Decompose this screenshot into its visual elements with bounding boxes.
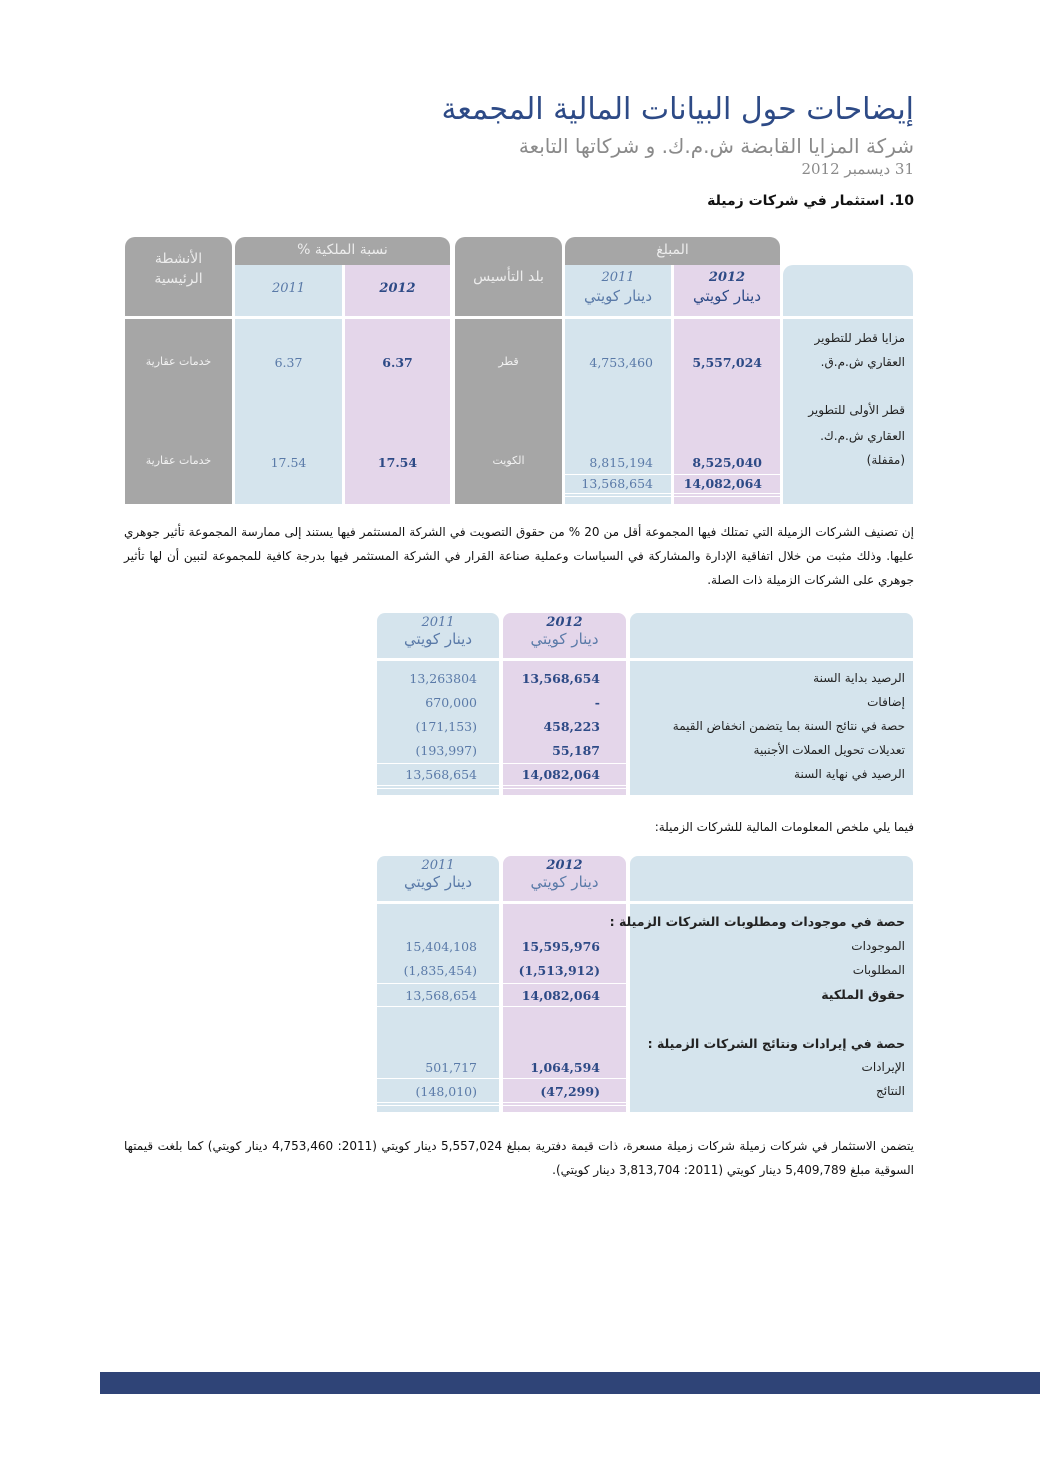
- t3-label-header: [630, 856, 913, 901]
- amount-2011-total: 13,568,654: [581, 476, 653, 491]
- activities-header-line1: الأنشطة: [154, 251, 203, 267]
- t3-2011-liabilities: (1,835,454): [403, 963, 477, 978]
- t3-label-results: النتائج: [876, 1084, 905, 1098]
- own-2012-row-2: 17.54: [377, 455, 418, 470]
- name-body: [783, 319, 913, 504]
- t3-2012-body: [503, 904, 626, 1112]
- t2-2012-row-2: -: [594, 695, 600, 710]
- country-header: [455, 237, 562, 316]
- country-header-label: بلد التأسيس: [473, 269, 544, 285]
- t3-2012-equity: 14,082,064: [521, 988, 600, 1003]
- company-subtitle: شركة المزايا القابضة ش.م.ك. و شركاتها التابعة: [518, 134, 914, 158]
- t3-2011-revenue: 501,717: [425, 1060, 477, 1075]
- t3-label-liabilities: المطلوبات: [852, 963, 905, 977]
- t2-2011-row-5: 13,568,654: [405, 767, 477, 782]
- t3-2012-header: [503, 856, 626, 901]
- t3-2011-assets: 15,404,108: [405, 939, 477, 954]
- amount-2011-header: [565, 265, 671, 316]
- own-2011-header: [235, 265, 342, 316]
- t2-2012-row-3: 458,223: [543, 719, 600, 734]
- summary-intro: فيما يلي ملخص المعلومات المالية للشركات الزميلة:: [654, 820, 914, 834]
- t2-label-header: [630, 613, 913, 658]
- t2-2012-header: [503, 613, 626, 658]
- t3-heading-revenue-results: حصة في إيرادات ونتائج الشركات الزميلة :: [647, 1036, 905, 1051]
- company-1-name-line2: العقاري ش.م.ق.: [820, 355, 905, 369]
- t3-2011-results: (148,010): [415, 1084, 477, 1099]
- t3-2011-equity: 13,568,654: [405, 988, 477, 1003]
- report-date: 31 ديسمبر 2012: [801, 160, 914, 178]
- t2-2011-year: 2011: [421, 615, 455, 630]
- own-2012-row-1: 6.37: [382, 355, 413, 370]
- t2-2012-body: [503, 661, 626, 795]
- activities-header: [125, 237, 232, 316]
- ownership-group-label: نسبة الملكية %: [297, 242, 388, 258]
- page-title: إيضاحات حول البيانات المالية المجمعة: [441, 92, 914, 127]
- t3-2011-header: [377, 856, 499, 901]
- t3-2012-year: 2012: [546, 858, 583, 873]
- t3-2011-year: 2011: [421, 858, 455, 873]
- amount-2011-row-2: 8,815,194: [589, 455, 653, 470]
- t3-2011-currency: دينار كويتي: [403, 873, 473, 891]
- activity-row-1: خدمات عقارية: [145, 355, 212, 368]
- activities-header-line2: الرئيسية: [154, 271, 203, 287]
- t2-2011-body: [377, 661, 499, 795]
- own-2012-header: [345, 265, 450, 316]
- t3-label-revenue: الإيرادات: [861, 1060, 905, 1074]
- country-row-2: الكويت: [492, 454, 525, 467]
- activities-body: [125, 319, 232, 504]
- own-2011-body: [235, 319, 342, 504]
- amount-2011-body: [565, 319, 671, 504]
- t3-2011-body: [377, 904, 499, 1112]
- amount-2012-row-1: 5,557,024: [692, 355, 762, 370]
- t3-2012-currency: دينار كويتي: [530, 873, 599, 891]
- t3-label-assets: الموجودات: [851, 939, 905, 953]
- own-2011-year: 2011: [271, 281, 306, 296]
- amount-2012-row-2: 8,525,040: [692, 455, 762, 470]
- amount-group-label: المبلغ: [656, 242, 689, 258]
- classification-paragraph: إن تصنيف الشركات الزميلة التي تمتلك فيها المجموعة أقل من 20 % من حقوق التصويت في الشركة المستثمر فيها يستند إلى ممارسة المجموعة تأثير جوهري عليها. وذلك مثبت من خلال اتفاقية الإدارة والمشاركة في السياسات وعملية صناعة القرار في الشركة المستثمر فيها بدرجة كافية للمجموعة لتبين أن لها تأثير جوهري على الشركات الزميلة ذات الصلة.: [124, 525, 914, 587]
- own-2011-row-2: 17.54: [270, 455, 307, 470]
- t3-2012-results: (47,299): [540, 1084, 600, 1099]
- own-2012-body: [345, 319, 450, 504]
- country-row-1: قطر: [498, 355, 519, 368]
- t2-2012-row-5: 14,082,064: [521, 767, 600, 782]
- company-2-name-line2: العقاري ش.م.ك.: [820, 429, 905, 443]
- ownership-group-header: [235, 237, 450, 265]
- company-2-name-line1: قطر الأولى للتطوير: [808, 403, 905, 417]
- amount-group-header: [565, 237, 780, 265]
- t2-2012-year: 2012: [546, 615, 583, 630]
- t3-label-equity: حقوق الملكية: [821, 987, 905, 1002]
- section-heading: 10. استثمار في شركات زميلة: [707, 193, 914, 209]
- t3-label-body: [609, 904, 913, 1112]
- amount-2012-header: [674, 265, 780, 316]
- own-2011-row-1: 6.37: [274, 355, 303, 370]
- t2-2011-row-4: (193,997): [415, 743, 477, 758]
- t2-2011-row-1: 13,263804: [409, 671, 477, 686]
- t2-2011-header: [377, 613, 499, 658]
- t3-2012-revenue: 1,064,594: [530, 1060, 600, 1075]
- t2-label-row-1: الرصيد بداية السنة: [813, 671, 905, 685]
- amount-2011-currency: دينار كويتي: [583, 287, 653, 305]
- t2-label-row-4: تعديلات تحويل العملات الأجنبية: [753, 743, 905, 757]
- t2-2012-row-1: 13,568,654: [521, 671, 600, 686]
- own-2012-year: 2012: [379, 281, 416, 296]
- footer-bar: [100, 1372, 1040, 1394]
- amount-2012-body: [674, 319, 780, 504]
- t2-label-body: [630, 661, 913, 795]
- activity-row-2: خدمات عقارية: [145, 454, 212, 467]
- t2-label-row-2: إضافات: [867, 695, 905, 709]
- t2-2011-currency: دينار كويتي: [403, 630, 473, 648]
- t3-2012-assets: 15,595,976: [521, 939, 600, 954]
- amount-2011-row-1: 4,753,460: [589, 355, 653, 370]
- t2-2011-row-2: 670,000: [425, 695, 477, 710]
- t2-2011-row-3: (171,153): [415, 719, 477, 734]
- quoted-investment-paragraph: يتضمن الاستثمار في شركات زميلة شركات زميلة مسعرة، ذات قيمة دفترية بمبلغ 5,557,024 دينار كويتي (2011: 4,753,460 دينار كويتي) كما بلغت قيمتها السوقية مبلغ 5,409,789 دينار كويتي (2011: 3,813,704 دينار كويتي).: [124, 1139, 915, 1177]
- company-2-name-line3: (مقفلة): [866, 453, 905, 467]
- t2-2012-row-4: 55,187: [552, 743, 600, 758]
- amount-2012-total: 14,082,064: [683, 476, 762, 491]
- t2-2012-currency: دينار كويتي: [530, 630, 599, 648]
- country-body: [455, 319, 562, 504]
- company-1-name-line1: مزايا قطر للتطوير: [814, 331, 905, 345]
- t3-2012-liabilities: (1,513,912): [518, 963, 600, 978]
- amount-2012-year: 2012: [708, 270, 746, 285]
- name-header: [783, 265, 913, 316]
- t2-label-row-3: حصة في نتائج السنة بما يتضمن انخفاض القيمة: [672, 719, 905, 733]
- t3-heading-assets-liabilities: حصة في موجودات ومطلوبات الشركات الزميلة :: [609, 914, 905, 929]
- amount-2012-currency: دينار كويتي: [692, 287, 762, 305]
- t2-label-row-5: الرصيد في نهاية السنة: [794, 767, 905, 781]
- amount-2011-year: 2011: [601, 270, 635, 285]
